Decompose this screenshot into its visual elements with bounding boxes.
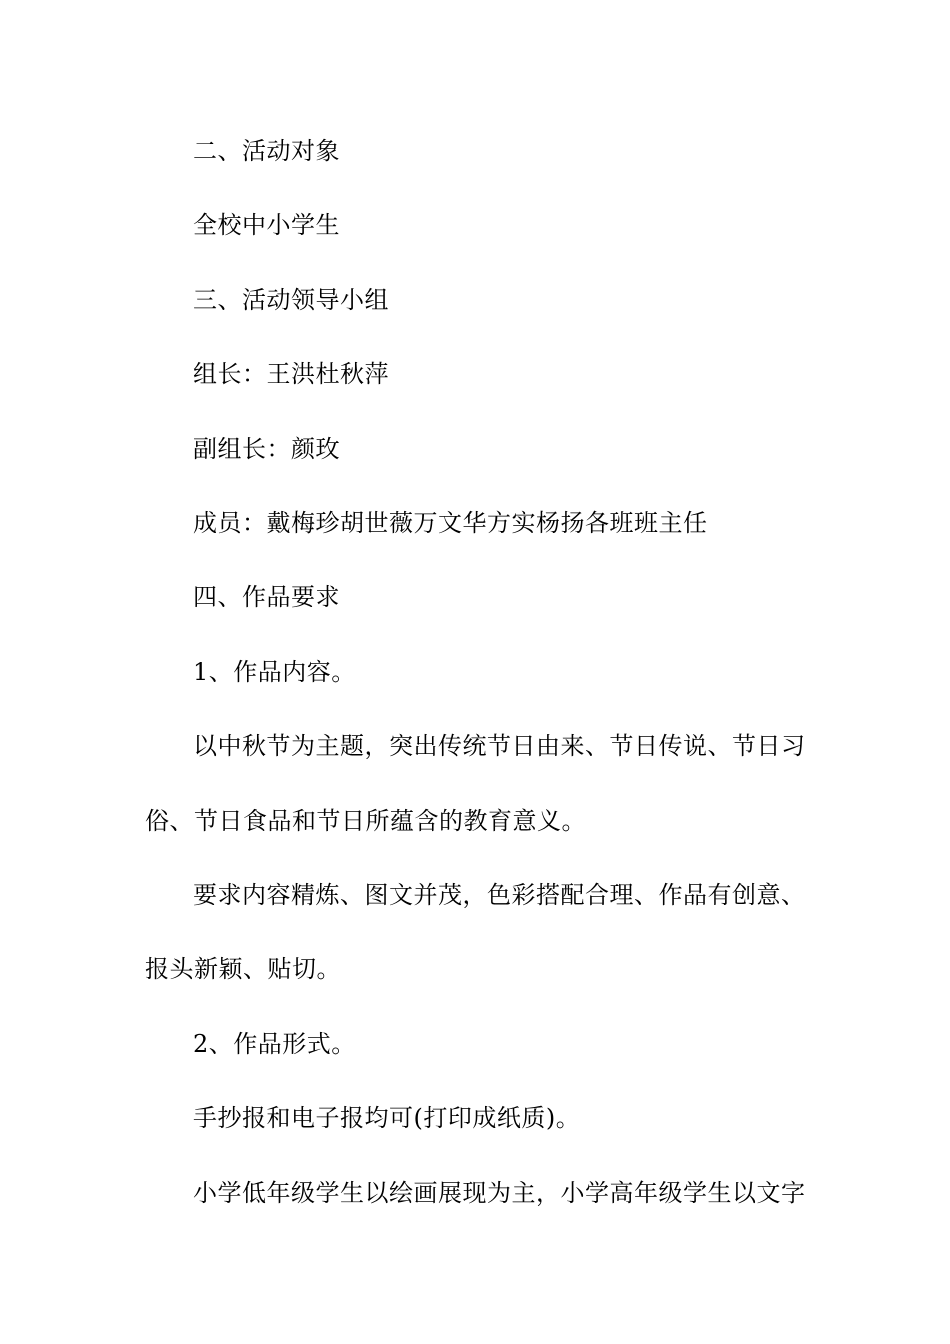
subheading-work-format: 2、作品形式。 xyxy=(193,1030,356,1058)
paragraph-grade-levels: 小学低年级学生以绘画展现为主，小学高年级学生以文字 xyxy=(193,1179,806,1207)
section-heading-activity-target: 二、活动对象 xyxy=(193,137,340,165)
paragraph-deputy-leader: 副组长：颜玫 xyxy=(193,435,340,463)
paragraph-content-line-1: 以中秋节为主题，突出传统节日由来、节日传说、节日习 xyxy=(193,732,806,760)
paragraph-target-audience: 全校中小学生 xyxy=(193,211,340,239)
paragraph-requirements-line-1: 要求内容精炼、图文并茂，色彩搭配合理、作品有创意、 xyxy=(193,881,806,909)
section-heading-work-requirements: 四、作品要求 xyxy=(193,583,340,611)
paragraph-content-line-2: 俗、节日食品和节日所蕴含的教育意义。 xyxy=(145,807,586,835)
paragraph-group-leader: 组长：王洪杜秋萍 xyxy=(193,360,389,388)
section-heading-leadership-group: 三、活动领导小组 xyxy=(193,286,389,314)
subheading-work-content: 1、作品内容。 xyxy=(193,658,356,686)
paragraph-members: 成员：戴梅珍胡世薇万文华方实杨扬各班班主任 xyxy=(193,509,708,537)
paragraph-format: 手抄报和电子报均可(打印成纸质)。 xyxy=(193,1104,581,1132)
paragraph-requirements-line-2: 报头新颖、贴切。 xyxy=(145,955,341,983)
